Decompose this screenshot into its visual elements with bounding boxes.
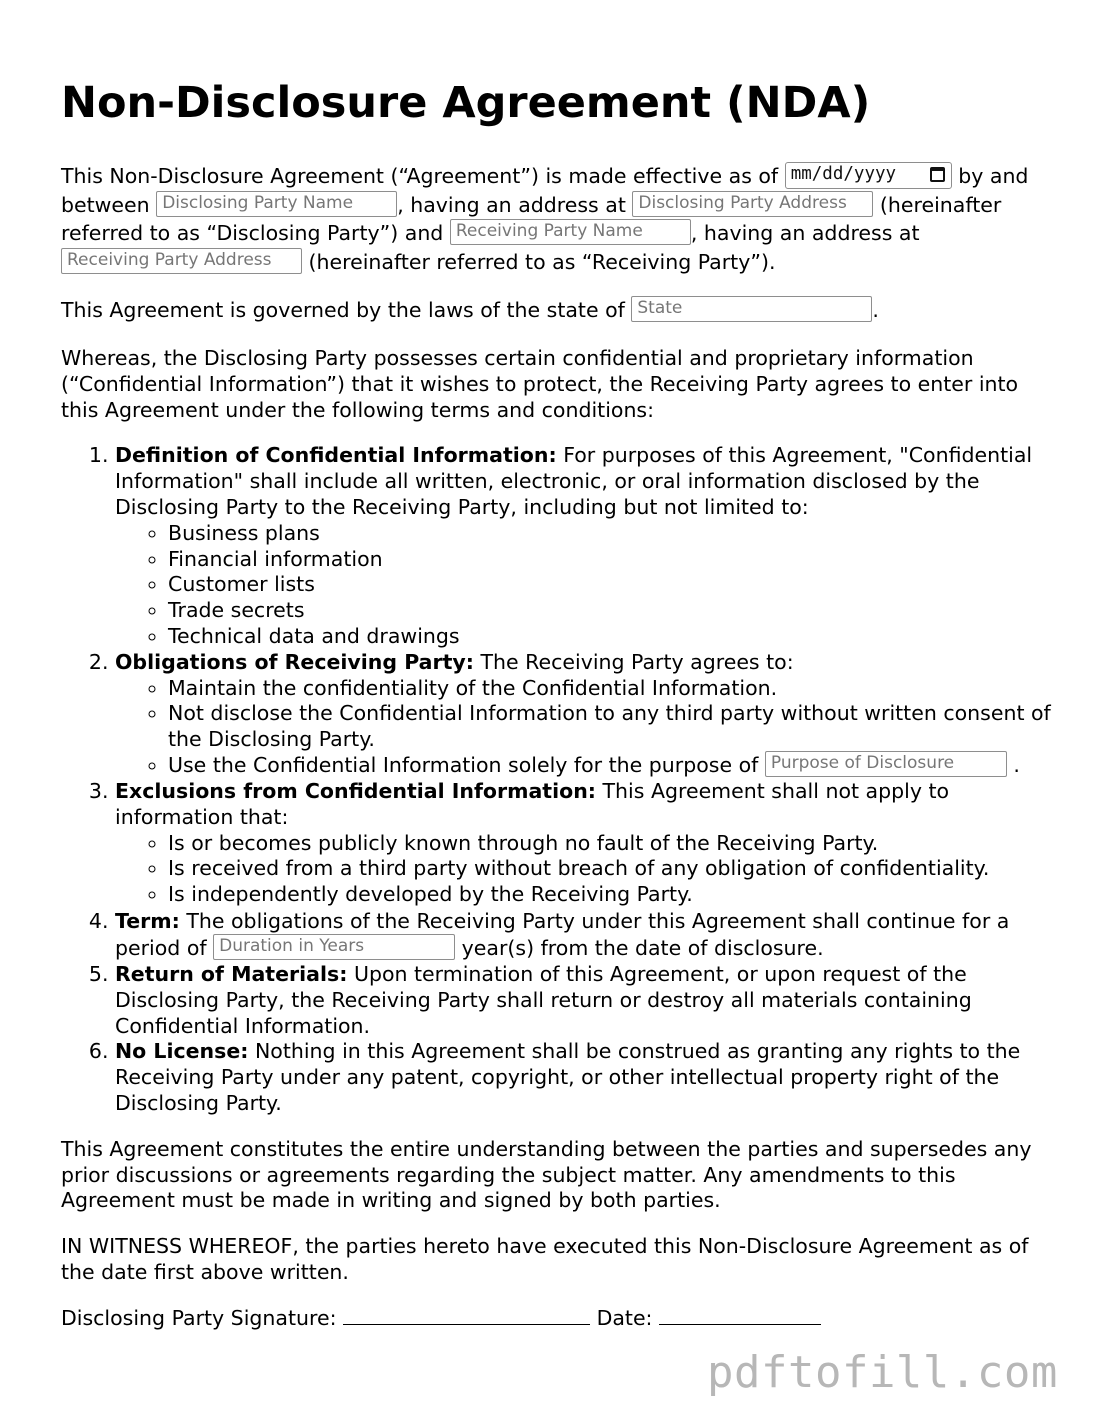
signature-date-blank[interactable]: [659, 1306, 821, 1325]
term-text: This Agreement shall not apply to information that:: [115, 778, 950, 829]
term-heading: Obligations of Receiving Party:: [115, 649, 474, 674]
signature-blank[interactable]: [343, 1306, 590, 1325]
intro-paragraph: [61, 162, 1051, 276]
list-item-text: .: [1013, 752, 1020, 777]
list-item: [168, 753, 1051, 779]
term-text: Nothing in this Agreement shall be construed as granting any rights to the Receiving Party under any patent, copyright, or other intellectual property right of the Disclosing Party.: [115, 1039, 1021, 1115]
disclosing-party-name-input[interactable]: Disclosing Party Name: [156, 191, 397, 217]
list-item-text: Use the Confidential Information solely for the purpose of: [168, 752, 759, 777]
purpose-input[interactable]: Purpose of Disclosure: [765, 751, 1007, 777]
receiving-party-address-input[interactable]: Receiving Party Address: [61, 248, 302, 274]
governing-text: .: [872, 298, 879, 322]
list-item: ◦ Is independently developed by the Receiving Party.: [168, 882, 1051, 908]
term-exclusions: [115, 779, 1051, 908]
state-input[interactable]: State: [631, 296, 872, 322]
list-item: ◦ Customer lists: [168, 572, 1051, 598]
disclosing-party-address-input[interactable]: Disclosing Party Address: [632, 191, 873, 217]
confidential-items-list: [115, 521, 1051, 650]
list-item: ◦ Financial information: [168, 547, 1051, 573]
term-heading: Definition of Confidential Information:: [115, 443, 557, 468]
term-definition: [115, 443, 1051, 649]
effective-date-input[interactable]: [785, 162, 952, 189]
intro-text: , having an address at: [397, 192, 626, 217]
intro-text: , having an address at: [690, 221, 920, 245]
exclusions-list: [115, 831, 1051, 908]
term-text: year(s) from the date of disclosure.: [461, 935, 824, 960]
intro-text: (hereinafter referred to as “Disclosing Party”) and: [61, 192, 1002, 245]
list-item: ◦ Maintain the confidentiality of the Confidential Information.: [168, 676, 1051, 702]
document: [61, 78, 1051, 1332]
term-text: Upon termination of this Agreement, or upon request of the Disclosing Party, the Receiving Party shall return or destroy all materials containing Confidential Information.: [115, 961, 972, 1038]
date-placeholder: mm/dd/yyyy: [790, 163, 897, 184]
list-item: ◦ Not disclose the Confidential Information to any third party without written consent of the Disclosing Party.: [168, 701, 1051, 753]
list-item: ◦ Trade secrets: [168, 598, 1051, 624]
signature-label: Disclosing Party Signature:: [61, 1305, 337, 1330]
watermark: pdftofill.com: [707, 1347, 1058, 1398]
intro-text: by and between: [61, 164, 1029, 217]
calendar-icon[interactable]: [930, 167, 945, 182]
governing-text: This Agreement is governed by the laws of the state of: [61, 298, 625, 322]
term-heading: Exclusions from Confidential Information:: [115, 778, 596, 803]
list-item: ◦ Is or becomes publicly known through no fault of the Receiving Party.: [168, 831, 1051, 857]
signature-line: [61, 1306, 1051, 1332]
obligations-list: [115, 676, 1051, 779]
witness-paragraph: IN WITNESS WHEREOF, the parties hereto have executed this Non-Disclosure Agreement as of the date first above written.: [61, 1234, 1029, 1284]
receiving-party-name-input[interactable]: Receiving Party Name: [450, 219, 691, 245]
closing-paragraph: This Agreement constitutes the entire understanding between the parties and supersedes any prior discussions or agreements regarding the subject matter. Any amendments to this Agreement must be made in writing and signed by both parties.: [61, 1136, 1032, 1213]
terms-list: [61, 443, 1051, 1116]
term-duration: [115, 908, 1051, 962]
term-text: For purposes of this Agreement, "Confidential Information" shall include all written, electronic, or oral information disclosed by the Disclosing Party to the Receiving Party, including but not limited to:: [115, 443, 1033, 519]
term-text: The Receiving Party agrees to:: [480, 649, 794, 674]
duration-input[interactable]: Duration in Years: [213, 934, 455, 960]
term-heading: Return of Materials:: [115, 961, 348, 986]
term-text: The obligations of the Receiving Party under this Agreement shall continue for a period of: [115, 908, 1010, 960]
term-license: [115, 1039, 1051, 1116]
intro-text: This Non-Disclosure Agreement (“Agreement”) is made effective as of: [61, 164, 779, 188]
term-return: [115, 962, 1051, 1039]
term-heading: No License:: [115, 1039, 249, 1064]
signature-date-label: Date:: [596, 1305, 653, 1330]
term-heading: Term:: [115, 908, 180, 933]
list-item: ◦ Is received from a third party without breach of any obligation of confidentiality.: [168, 856, 1051, 882]
whereas-paragraph: Whereas, the Disclosing Party possesses certain confidential and proprietary information (“Confidential Information”) that it wishes to protect, the Receiving Party agrees to enter into this Agreement under the following terms and conditions:: [61, 346, 1019, 422]
intro-text: (hereinafter referred to as “Receiving Party”).: [308, 249, 776, 274]
list-item: ◦ Technical data and drawings: [168, 624, 1051, 650]
page-title: Non-Disclosure Agreement (NDA): [61, 78, 871, 128]
term-obligations: [115, 650, 1051, 779]
governing-law-paragraph: [61, 296, 1051, 324]
list-item: ◦ Business plans: [168, 521, 1051, 547]
